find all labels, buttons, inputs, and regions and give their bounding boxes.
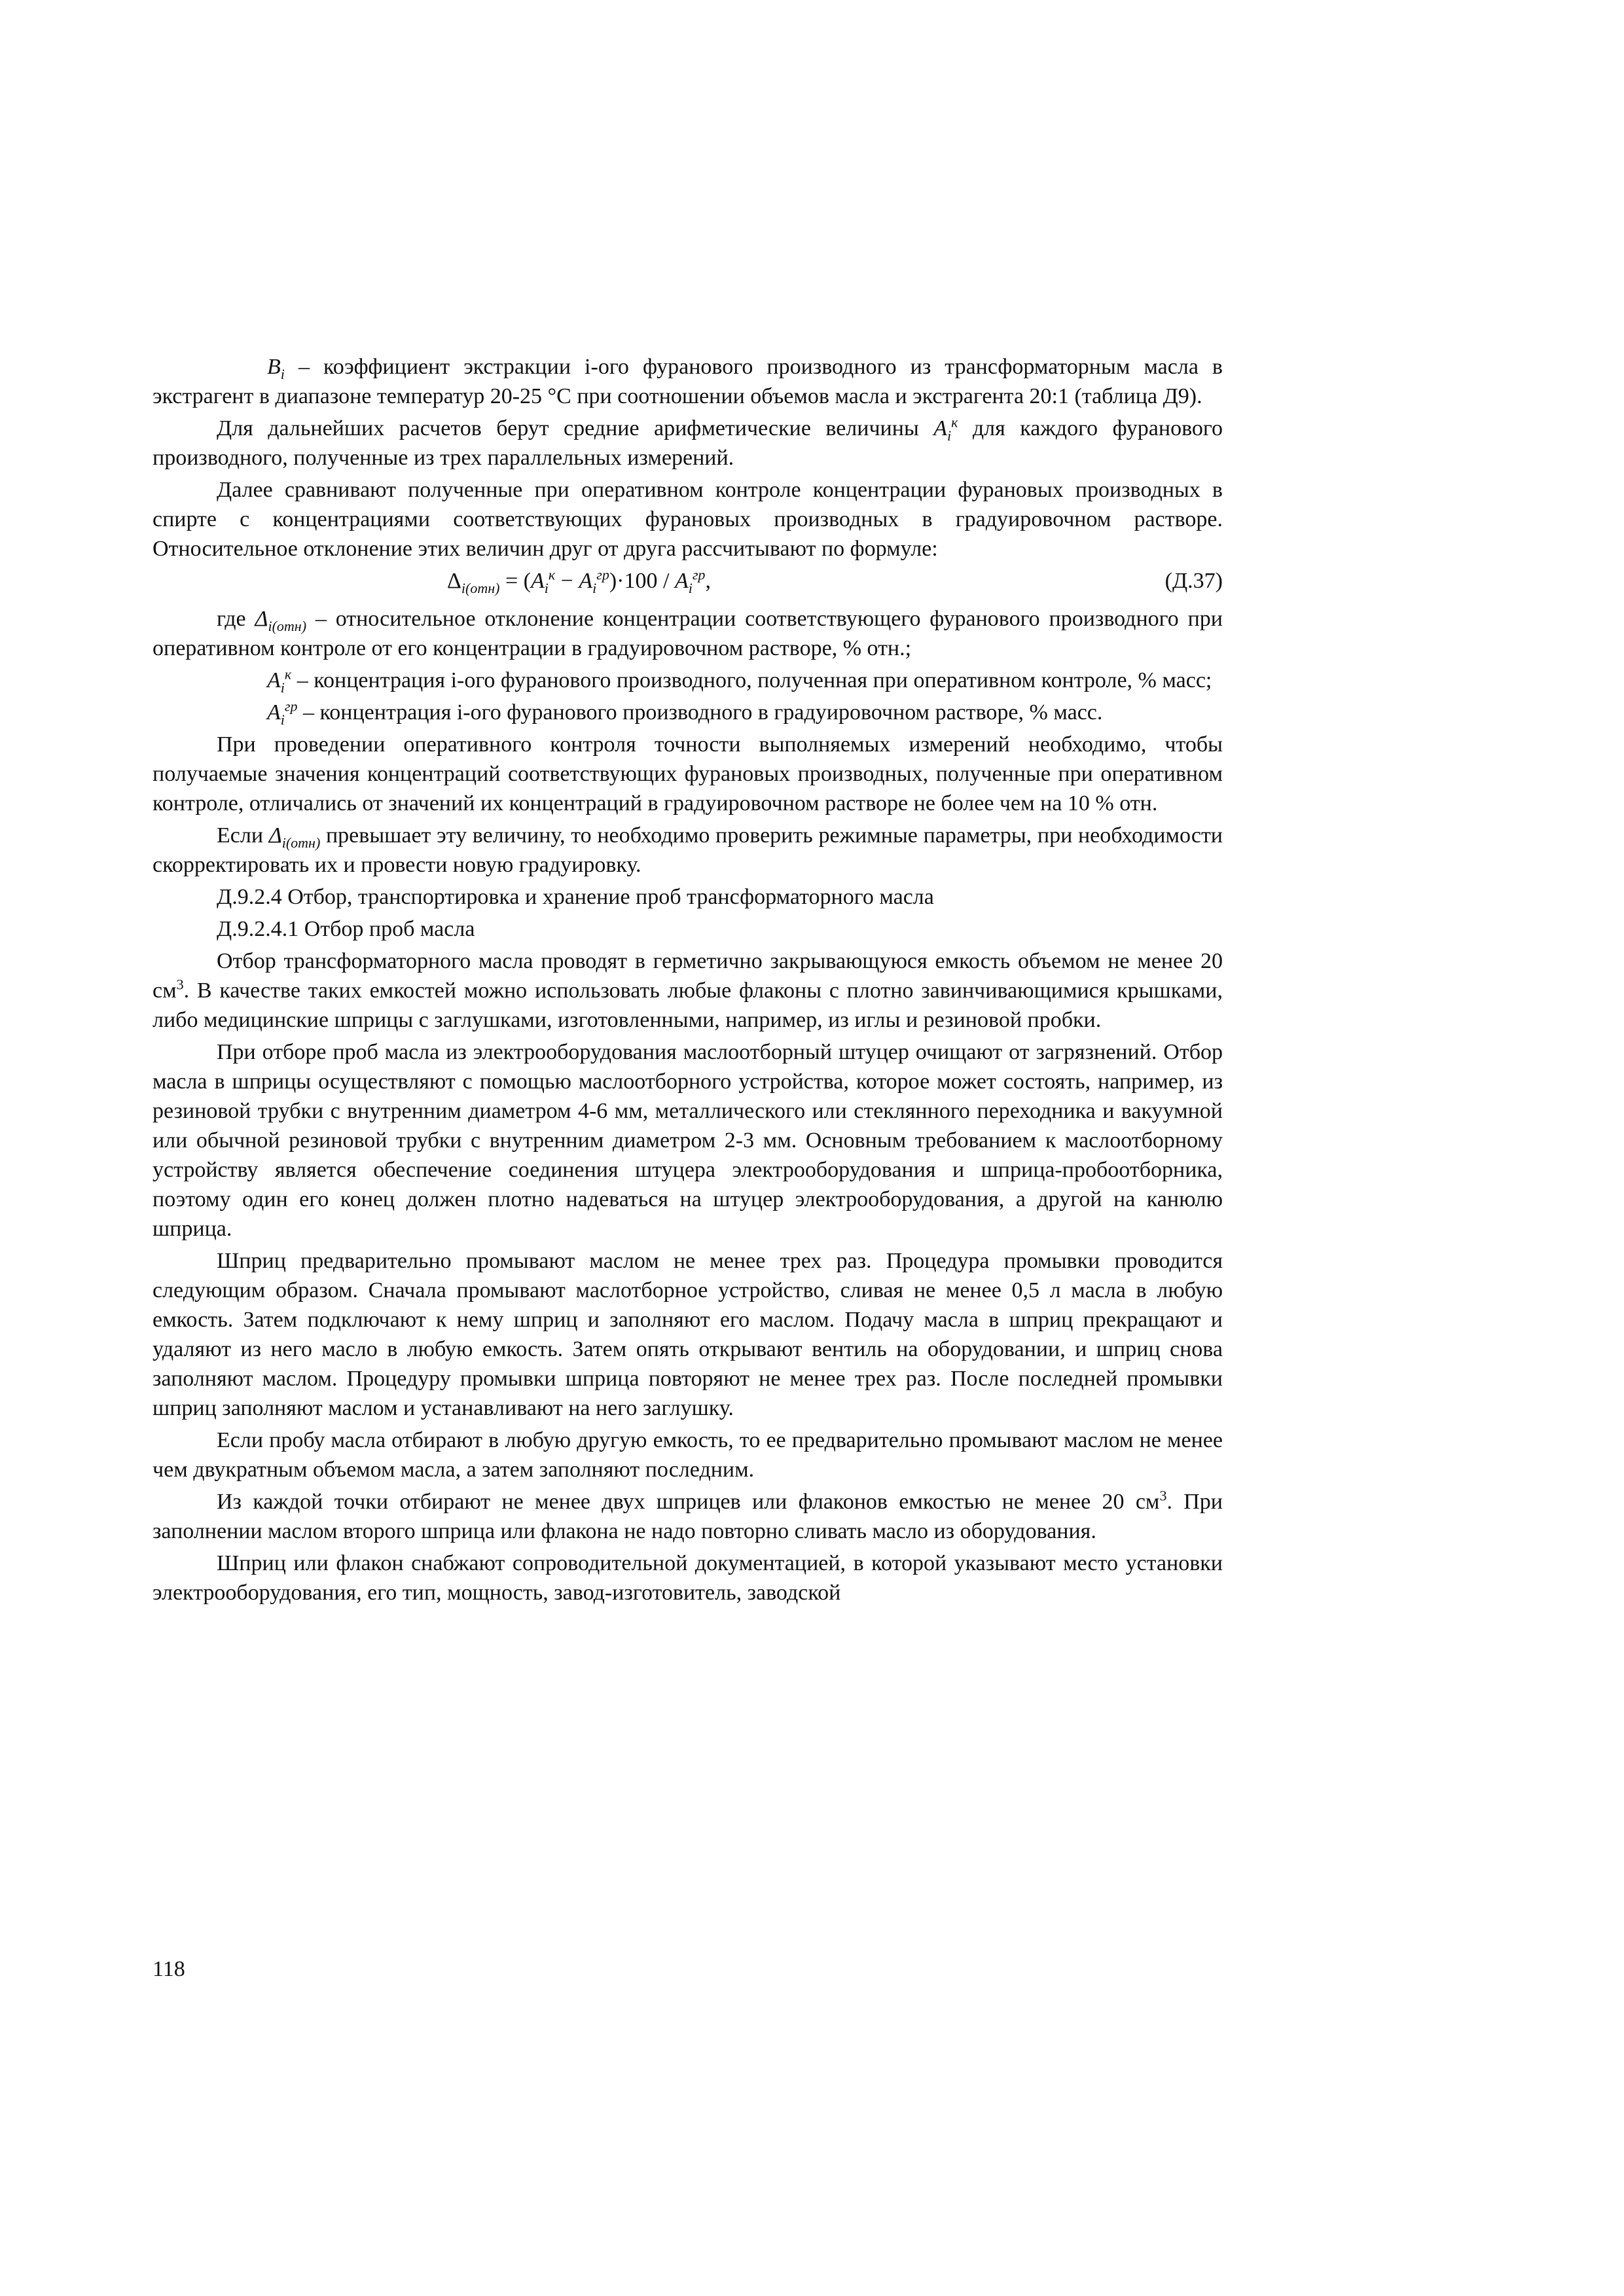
symbol-a: A (933, 416, 947, 440)
symbol-sub-i: i (592, 579, 597, 596)
formula-eq: = ( (499, 569, 531, 593)
paragraph-bi-definition (153, 352, 1223, 411)
text-segment: Если (217, 823, 269, 848)
superscript: 3 (1159, 1487, 1167, 1504)
paragraph-where-delta (153, 604, 1223, 663)
formula-lhs: Δ (447, 569, 461, 593)
formula-d37 (153, 566, 1223, 599)
paragraph-def-agr (153, 698, 1223, 727)
text-segment: превышает эту величину, то необходимо проверить режимные параметры, при необходимости скорректировать их и провести новую градуировку. (153, 823, 1223, 877)
paragraph-def-ak (153, 666, 1223, 695)
paragraph-syringe-rinse: Шприц предварительно промывают маслом не менее трех раз. Процедура промывки проводится следующим образом. Сначала промывают маслотборное устройство, сливая не менее 0,5 л масла в любую емкость. Затем подключают к нему шприц и заполняют его маслом. Подачу масла в шприц прекращают и удаляют из него масло в любую емкость. Затем опять открывают вентиль на оборудовании, и шприц снова заполняют маслом. Процедуру промывки шприца повторяют не менее трех раз. После последней промывки шприц заполняют маслом и устанавливают на него заглушку. (153, 1249, 1223, 1420)
paragraph-if-exceeds (153, 821, 1223, 880)
paragraph-each-point (153, 1487, 1223, 1546)
symbol-sup-gr: гр (692, 566, 706, 583)
paragraph-compare: Далее сравнивают полученные при оперативном контроле концентрации фурановых производных в спирте с концентрациями соответствующих фурановых производных в градуировочном растворе. Относительное отклонение этих величин друг от друга рассчитывают по формуле: (153, 478, 1223, 561)
formula-tail: )·100 / (609, 569, 675, 593)
page-body (153, 352, 1223, 1610)
section-heading-d9-2-4: Д.9.2.4 Отбор, транспортировка и хранение проб трансформаторного масла (217, 885, 934, 909)
paragraph-arith-mean (153, 414, 1223, 473)
text-segment: – относительное отклонение концентрации соответствующего фуранового производного при оперативном контроле от его концентрации в градуировочном растворе, % отн.; (153, 607, 1223, 660)
symbol-sub-i: i (280, 711, 285, 728)
symbol-a: A (267, 668, 281, 692)
section-heading-d9-2-4-1: Д.9.2.4.1 Отбор проб масла (217, 917, 475, 941)
symbol-a: A (674, 569, 689, 593)
symbol-delta: Δ (268, 823, 282, 848)
symbol-sup-k: к (951, 414, 958, 431)
symbol-sup-k: к (284, 666, 292, 683)
symbol-sup-gr: гр (596, 566, 609, 583)
text-segment: – концентрация i-ого фуранового производного в градуировочном растворе, % масс. (297, 700, 1103, 725)
symbol-sub-i: i (544, 579, 549, 596)
text-segment: Для дальнейших расчетов берут средние арифметические величины (217, 416, 934, 440)
var-b: B (267, 355, 281, 379)
text-segment: Из каждой точки отбирают не менее двух шприцев или флаконов емкостью не менее 20 см (217, 1490, 1160, 1514)
symbol-sub-i: i (947, 427, 952, 444)
text-segment: . При заполнении маслом второго шприца или флакона не надо повторно сливать масло из оборудования. (153, 1490, 1223, 1543)
symbol-sup-k: к (548, 566, 556, 583)
symbol-a: A (579, 569, 593, 593)
symbol-sup-gr: гр (284, 698, 298, 715)
formula-expression (447, 566, 711, 596)
formula-end: , (705, 569, 711, 593)
symbol-sub-i: i (280, 679, 285, 696)
symbol-a: A (267, 700, 281, 725)
paragraph-sampling-vessel (153, 946, 1223, 1035)
var-b-sub: i (280, 365, 285, 382)
paragraph-documentation: Шприц или флакон снабжают сопроводительной документацией, в которой указывают место установки электрооборудования, его тип, мощность, завод-изготовитель, заводской (153, 1551, 1223, 1605)
symbol-delta: Δ (255, 607, 268, 631)
symbol-sub-i: i (688, 579, 693, 596)
symbol-a: A (530, 569, 545, 593)
formula-minus: − (555, 569, 579, 593)
paragraph-bi-text: – коэффициент экстракции i-ого фуранового производного из трансформаторным масла в экстрагент в диапазоне температур 20-25 °С при соотношении объемов масла и экстрагента 20:1 (таблица Д9). (153, 355, 1223, 408)
symbol-delta-sub: i(отн) (268, 617, 307, 634)
text-segment: – концентрация i-ого фуранового производного, полученная при оперативном контроле, % масс; (291, 668, 1212, 692)
text-segment: где (217, 607, 255, 631)
paragraph-accuracy: При проведении оперативного контроля точности выполняемых измерений необходимо, чтобы получаемые значения концентраций соответствующих фурановых производных, полученные при оперативном контроле, отличались от значений их концентраций в градуировочном растворе не более чем на 10 % отн. (153, 732, 1223, 816)
symbol-a-k (933, 414, 958, 444)
paragraph-sampling-device: При отборе проб масла из электрооборудования маслоотборный штуцер очищают от загрязнений. Отбор масла в шприцы осуществляют с помощью маслоотборного устройства, которое может состоять, например, из резиновой трубки с внутренним диаметром 4-6 мм, металлического или стеклянного переходника и вакуумной или обычной резиновой трубки с внутренним диаметром 2-3 мм. Основным требованием к маслоотборному устройству является обеспечение соединения штуцера электрооборудования и шприца-пробоотборника, поэтому один его конец должен плотно надеваться на штуцер электрооборудования, а другой на канюлю шприца. (153, 1040, 1223, 1241)
page-number: 118 (153, 1957, 185, 1981)
text-segment: . В качестве таких емкостей можно использовать любые флаконы с плотно завинчивающимися крышками, либо медицинские шприцы с заглушками, изготовленными, например, из иглы и резиновой пробки. (153, 978, 1223, 1032)
symbol-delta-sub: i(отн) (281, 834, 321, 851)
text-segment: для каждого фуранового производного, полученные из трех параллельных измерений. (153, 416, 1223, 470)
formula-lhs-sub: i(отн) (461, 579, 500, 596)
paragraph-other-vessel: Если пробу масла отбирают в любую другую емкость, то ее предварительно промывают маслом не менее чем двукратным объемом масла, а затем заполняют последним. (153, 1428, 1223, 1482)
text-segment: Отбор трансформаторного масла проводят в герметично закрывающуюся емкость объемом не менее 20 см (153, 949, 1223, 1003)
formula-number: (Д.37) (1164, 569, 1223, 593)
superscript: 3 (176, 976, 184, 993)
